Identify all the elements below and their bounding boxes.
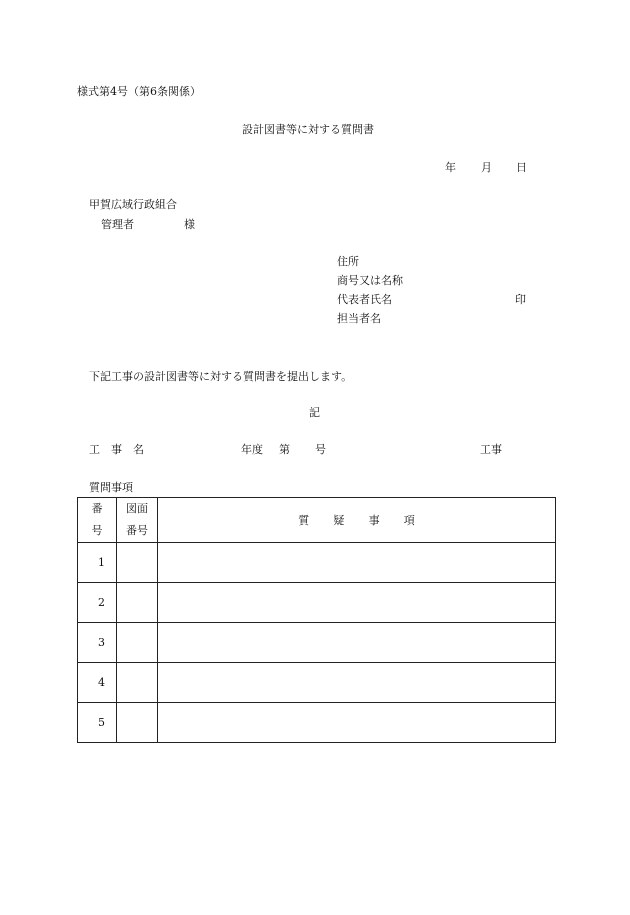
applicant-company-label: 商号又は名称 [337, 274, 403, 287]
ki-heading: 記 [309, 406, 320, 419]
row-number: 5 [78, 703, 117, 743]
date-year: 年 [445, 161, 456, 174]
addressee-honorific: 様 [184, 218, 195, 231]
row-number: 4 [78, 663, 117, 703]
header-number-top: 番 [91, 502, 103, 515]
row-drawing-number[interactable] [117, 703, 158, 743]
row-drawing-number[interactable] [117, 583, 158, 623]
header-number-bottom: 号 [91, 524, 103, 537]
header-drawing [117, 498, 158, 543]
header-content [158, 498, 556, 543]
applicant-representative-label: 代表者氏名 [337, 293, 392, 306]
date-month: 月 [481, 161, 492, 174]
project-koji: 工事 [480, 443, 502, 456]
document-title: 設計図書等に対する質問書 [242, 123, 374, 136]
row-number: 3 [78, 623, 117, 663]
project-label: 工 事 名 [89, 443, 144, 456]
table-row [78, 703, 556, 743]
date-day: 日 [516, 161, 527, 174]
row-drawing-number[interactable] [117, 623, 158, 663]
row-number: 1 [78, 543, 117, 583]
project-year: 年度 [241, 443, 263, 456]
row-drawing-number[interactable] [117, 663, 158, 703]
row-drawing-number[interactable] [117, 543, 158, 583]
addressee-manager: 管理者 [101, 218, 134, 231]
seal-mark: 印 [515, 293, 526, 306]
header-number [78, 498, 117, 543]
table-row [78, 583, 556, 623]
table-header-row [78, 498, 556, 543]
table-row [78, 543, 556, 583]
intro-text: 下記工事の設計図書等に対する質問書を提出します。 [89, 370, 353, 383]
questions-table [77, 497, 556, 743]
table-row [78, 623, 556, 663]
project-go: 号 [315, 443, 326, 456]
applicant-contact-label: 担当者名 [337, 312, 381, 325]
questions-label: 質問事項 [89, 481, 133, 494]
header-content-label: 質疑事項 [298, 514, 439, 527]
row-content[interactable] [158, 543, 556, 583]
form-id: 様式第4号（第6条関係） [77, 85, 201, 98]
row-content[interactable] [158, 583, 556, 623]
header-drawing-bottom: 番号 [126, 524, 148, 537]
header-drawing-top: 図面 [126, 502, 148, 515]
table-row [78, 663, 556, 703]
addressee-org: 甲賀広域行政組合 [89, 198, 177, 211]
row-content[interactable] [158, 703, 556, 743]
row-content[interactable] [158, 623, 556, 663]
row-content[interactable] [158, 663, 556, 703]
row-number: 2 [78, 583, 117, 623]
project-dai: 第 [279, 443, 290, 456]
applicant-address-label: 住所 [337, 255, 359, 268]
